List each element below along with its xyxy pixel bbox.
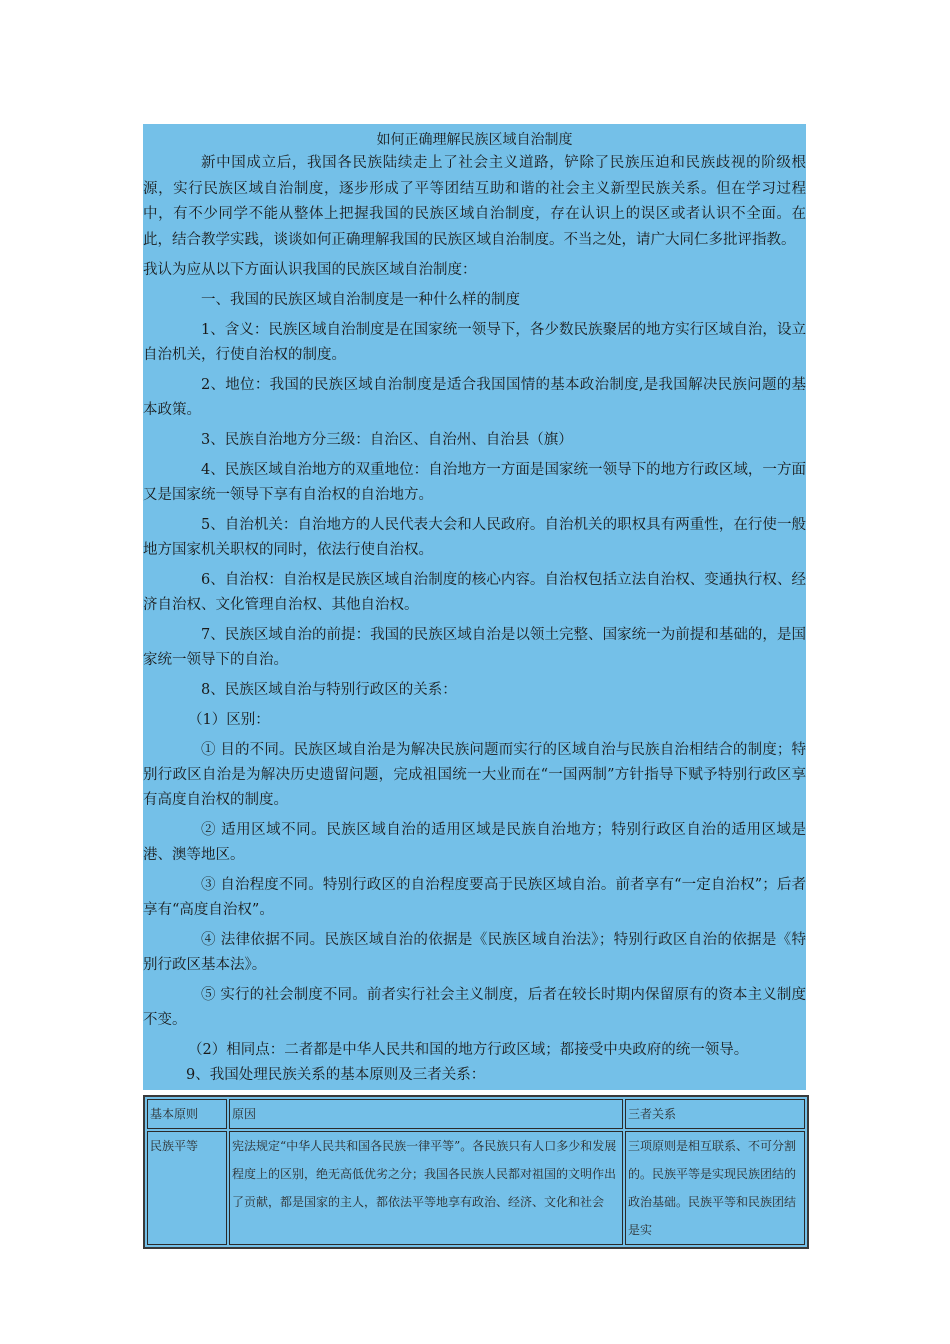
paragraph-3: 3、民族自治地方分三级：自治区、自治州、自治县（旗） xyxy=(201,432,573,448)
table-cell-principle: 民族平等 xyxy=(147,1131,227,1245)
paragraph-8: 8、民族区域自治与特别行政区的关系： xyxy=(201,682,457,698)
table-header-cell: 基本原则 xyxy=(147,1099,227,1129)
intro-paragraph: 新中国成立后，我国各民族陆续走上了社会主义道路，铲除了民族压迫和民族歧视的阶级根源，实行民族区域自治制度，逐步形成了平等团结互助和谐的社会主义新型民族关系。但在学习过程中，有不少同学不能从整体上把握我国的民族区域自治制度，存在认识上的误区或者认识不全面。在此，结合教学实践，谈谈如何正确理解我国的民族区域自治制度。不当之处，请广大同仁多批评指教。 xyxy=(143,155,806,248)
table-header-row xyxy=(147,1099,805,1129)
lead-paragraph: 我认为应从以下方面认识我国的民族区域自治制度： xyxy=(143,262,477,278)
similarity-paragraph: （2）相同点：二者都是中华人民共和国的地方行政区域；都接受中央政府的统一领导。 xyxy=(188,1042,749,1058)
difference-4: ④ 法律依据不同。民族区域自治的依据是《民族区域自治法》；特别行政区自治的依据是《特别行政区基本法》。 xyxy=(143,932,806,973)
paragraph-9: 9、我国处理民族关系的基本原则及三者关系： xyxy=(186,1067,486,1083)
paragraph-4: 4、民族区域自治地方的双重地位：自治地方一方面是国家统一领导下的地方行政区域，一方面又是国家统一领导下享有自治权的自治地方。 xyxy=(143,462,806,503)
section-heading-1: 一、我国的民族区域自治制度是一种什么样的制度 xyxy=(201,292,520,308)
difference-heading: （1）区别： xyxy=(188,712,270,728)
table-cell-relation: 三项原则是相互联系、不可分割的。民族平等是实现民族团结的政治基础。民族平等和民族团结是实 xyxy=(625,1131,805,1245)
difference-1: ① 目的不同。民族区域自治是为解决民族问题而实行的区域自治与民族自治相结合的制度；特别行政区自治是为解决历史遗留问题，完成祖国统一大业而在“一国两制”方针指导下赋予特别行政区享有高度自治权的制度。 xyxy=(143,742,806,808)
difference-2: ② 适用区域不同。民族区域自治的适用区域是民族自治地方；特别行政区自治的适用区域是港、澳等地区。 xyxy=(143,822,806,863)
table-header-cell: 原因 xyxy=(229,1099,623,1129)
principles-table xyxy=(143,1095,809,1249)
document-body xyxy=(143,124,806,1090)
paragraph-6: 6、自治权：自治权是民族区域自治制度的核心内容。自治权包括立法自治权、变通执行权、经济自治权、文化管理自治权、其他自治权。 xyxy=(143,572,806,613)
difference-3: ③ 自治程度不同。特别行政区的自治程度要高于民族区域自治。前者享有“一定自治权”；后者享有“高度自治权”。 xyxy=(143,877,806,918)
table-cell-reason: 宪法规定“中华人民共和国各民族一律平等”。各民族只有人口多少和发展程度上的区别，绝无高低优劣之分；我国各民族人民都对祖国的文明作出了贡献，都是国家的主人，都依法平等地享有政治、经济、文化和社会 xyxy=(229,1131,623,1245)
paragraph-5: 5、自治机关：自治地方的人民代表大会和人民政府。自治机关的职权具有两重性，在行使一般地方国家机关职权的同时，依法行使自治权。 xyxy=(143,517,806,558)
difference-5: ⑤ 实行的社会制度不同。前者实行社会主义制度，后者在较长时期内保留原有的资本主义制度不变。 xyxy=(143,987,806,1028)
paragraph-7: 7、民族区域自治的前提：我国的民族区域自治是以领土完整、国家统一为前提和基础的，是国家统一领导下的自治。 xyxy=(143,627,806,668)
table-header-cell: 三者关系 xyxy=(625,1099,805,1129)
table-row xyxy=(147,1131,805,1245)
document-title: 如何正确理解民族区域自治制度 xyxy=(376,132,573,148)
paragraph-2: 2、地位：我国的民族区域自治制度是适合我国国情的基本政治制度,是我国解决民族问题的基本政策。 xyxy=(143,377,806,418)
paragraph-1: 1、含义：民族区域自治制度是在国家统一领导下，各少数民族聚居的地方实行区域自治，设立自治机关，行使自治权的制度。 xyxy=(143,322,806,363)
